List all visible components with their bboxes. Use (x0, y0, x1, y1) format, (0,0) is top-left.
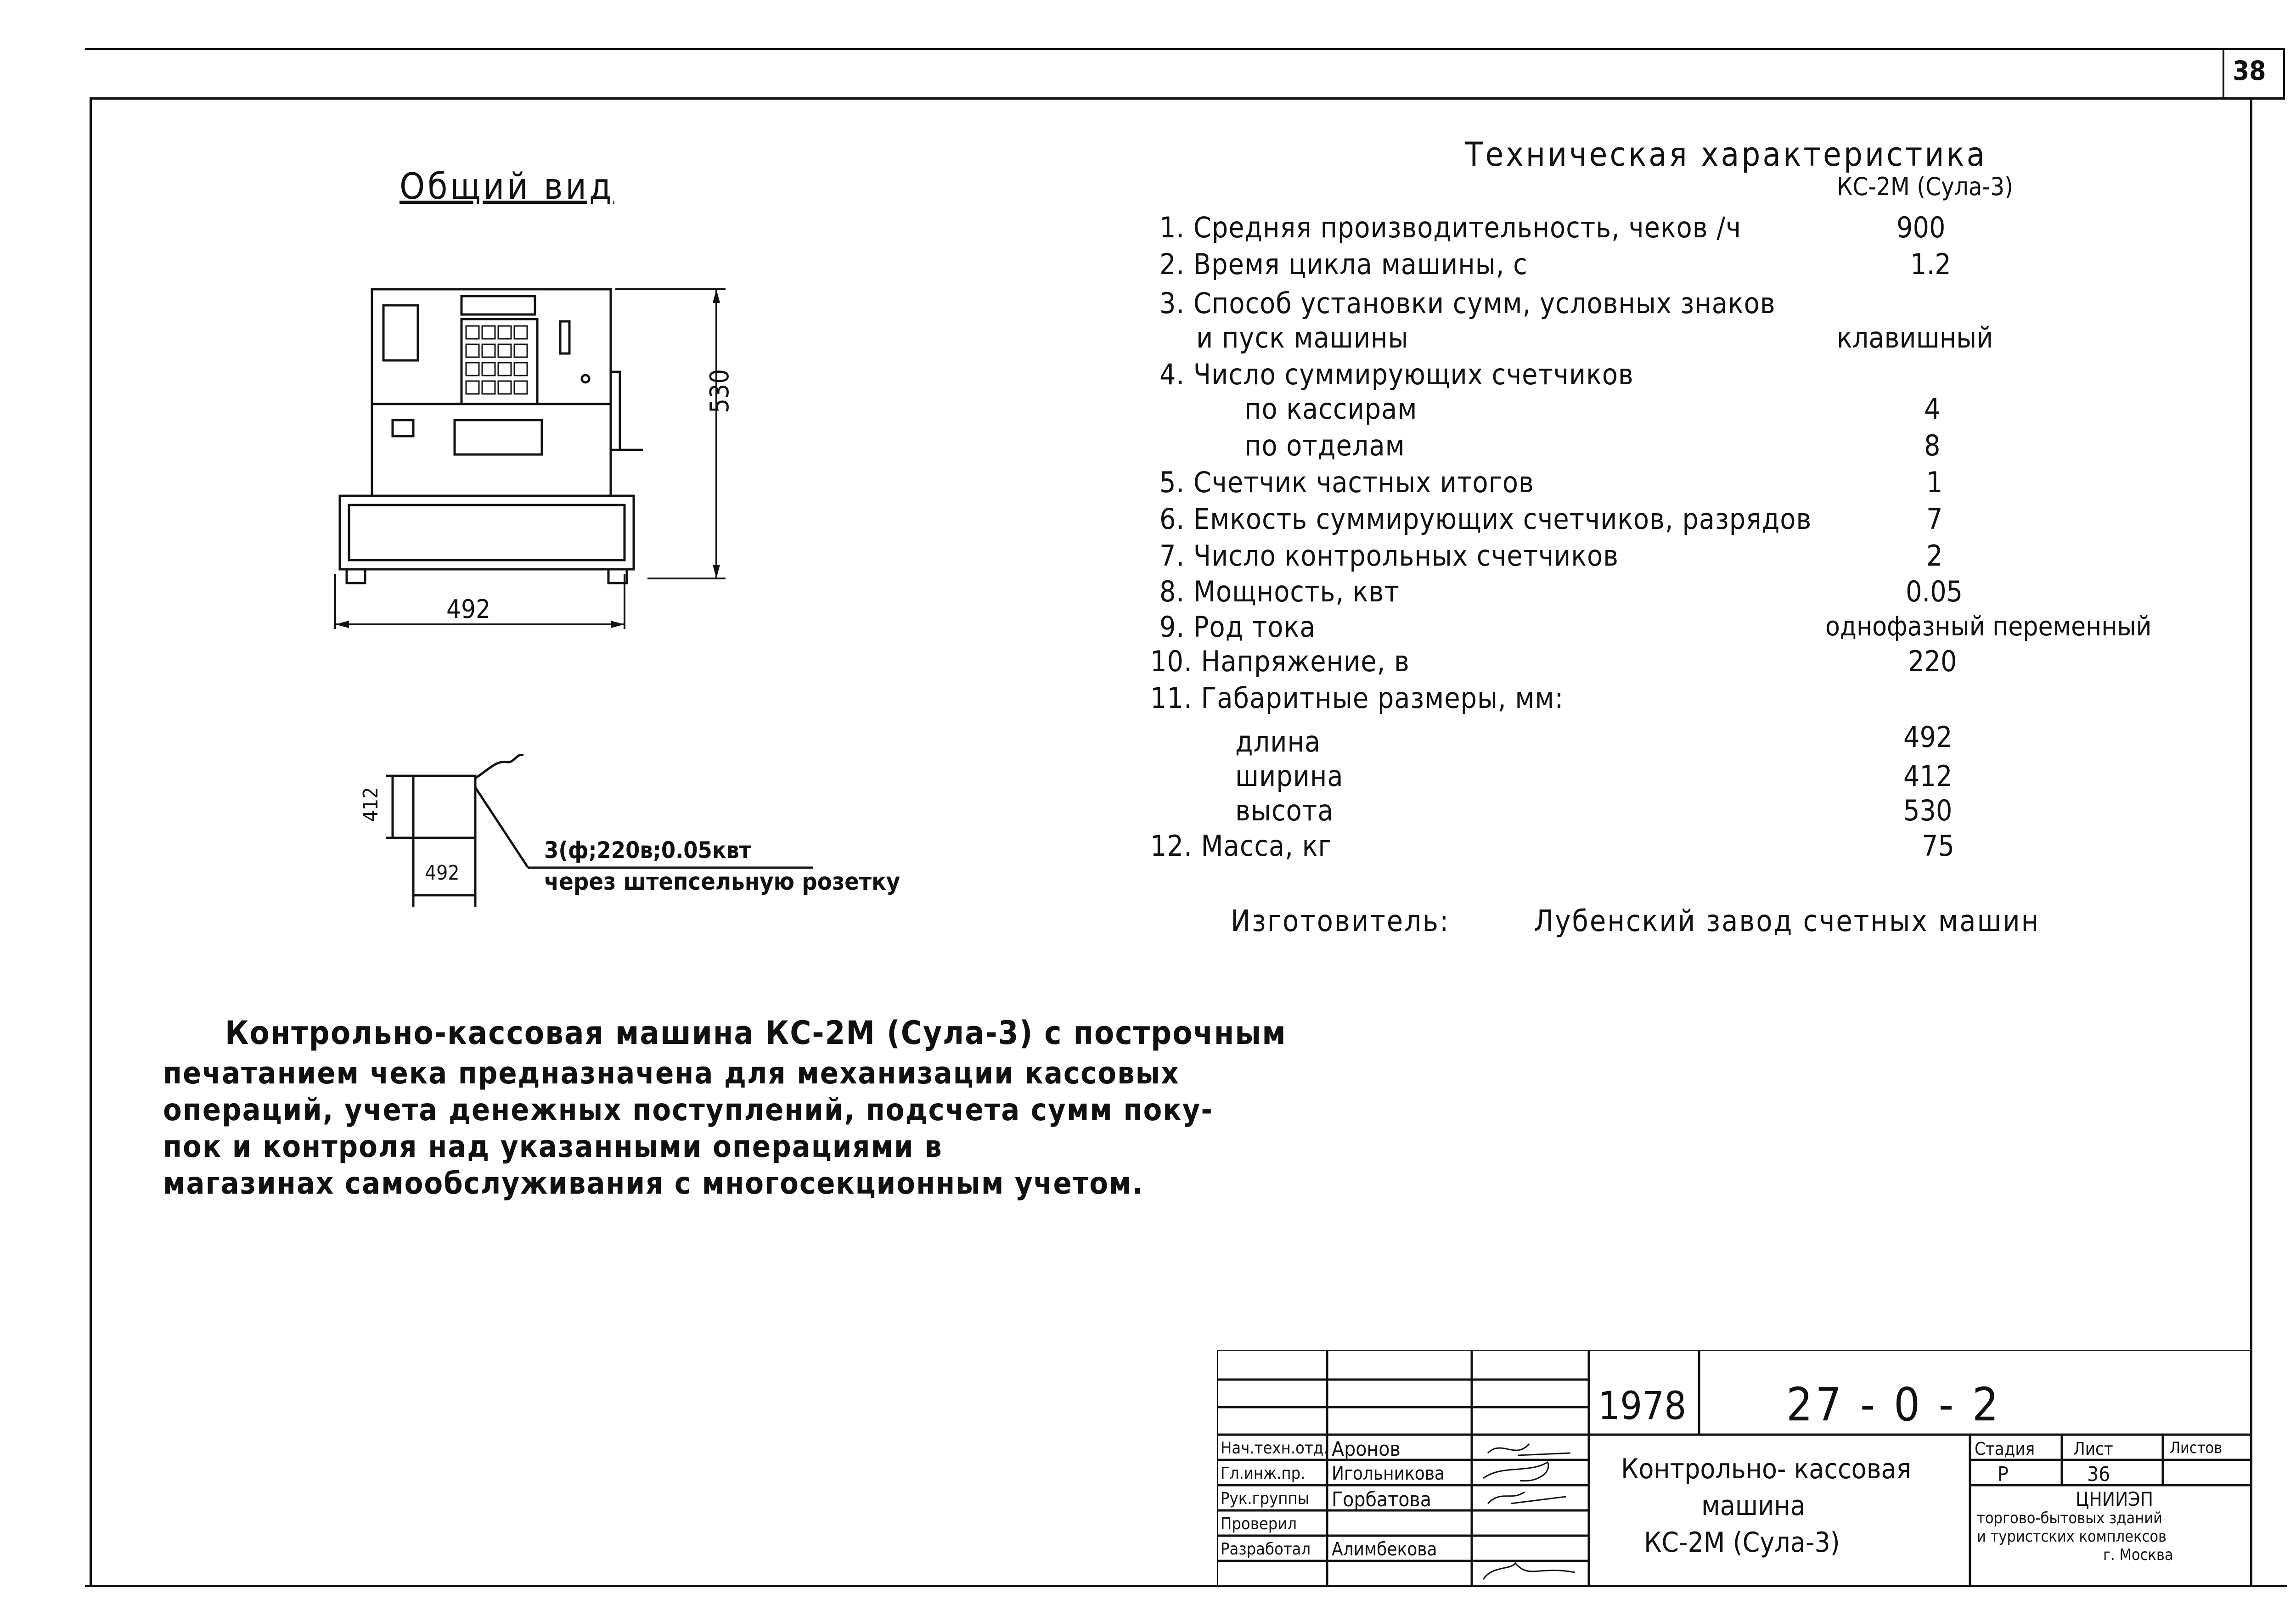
specs-title: Техническая характеристика (1465, 135, 1987, 174)
description-line-3: операций, учета денежных поступлений, подсчета сумм поку- (163, 1092, 1213, 1128)
spec-value-5: 1 (1926, 466, 1943, 499)
spec-label-4a: по кассирам (1244, 392, 1418, 426)
power-cord (475, 755, 523, 778)
description-line-5: магазинах самообслуживания с многосекционным учетом. (163, 1166, 1144, 1201)
spec-label-12: 12. Масса, кг (1150, 829, 1332, 863)
spec-label-3b: и пуск машины (1196, 321, 1409, 354)
spec-value-3: клавишный (1837, 321, 1993, 354)
dim-width: 492 (446, 595, 491, 624)
drawer-slot (455, 420, 542, 454)
tb-sheet-header: Лист (2073, 1439, 2113, 1459)
tb-name-2: Игольникова (1332, 1463, 1445, 1484)
tb-name-5: Алимбекова (1332, 1539, 1437, 1560)
spec-value-12: 75 (1922, 829, 1954, 863)
spec-value-4a: 4 (1924, 392, 1941, 426)
spec-value-6: 7 (1926, 502, 1943, 536)
frame-left (90, 97, 92, 1587)
plan-footprint (413, 776, 475, 838)
description-line-2: печатанием чека предназначена для механизации кассовых (163, 1055, 1180, 1091)
spec-value-10: 220 (1908, 645, 1957, 678)
spec-label-1: 1. Средняя производительность, чеков /ч (1159, 211, 1742, 244)
general-view-title: Общий вид (400, 166, 614, 208)
spec-label-8: 8. Мощность, квт (1159, 575, 1400, 608)
spec-value-4b: 8 (1924, 429, 1941, 462)
spec-label-11c: высота (1235, 794, 1334, 827)
machine-base (340, 496, 634, 569)
tb-role-4: Проверил (1221, 1515, 1297, 1533)
tb-name-1: Аронов (1332, 1437, 1401, 1461)
power-label: 3(ф;220в;0.05квт (544, 837, 751, 864)
spec-label-4: 4. Число суммирующих счетчиков (1159, 358, 1634, 391)
tb-org-3: и туристских комплексов (1977, 1527, 2167, 1546)
spec-label-11a: длина (1235, 725, 1321, 758)
tb-org-2: торгово-бытовых зданий (1977, 1509, 2162, 1527)
spec-label-2: 2. Время цикла машины, с (1159, 247, 1528, 281)
spec-label-9: 9. Род тока (1159, 610, 1316, 644)
specs-model: КС-2М (Сула-3) (1837, 172, 2014, 201)
spec-label-6: 6. Емкость суммирующих счетчиков, разрядов (1159, 502, 1812, 536)
spec-value-2: 1.2 (1910, 247, 1951, 281)
spec-label-4b: по отделам (1244, 429, 1405, 462)
dim-height: 530 (705, 369, 735, 413)
receipt-window (383, 305, 418, 360)
spec-value-11b: 412 (1903, 759, 1953, 793)
dim-plan-side: 412 (359, 787, 383, 822)
tb-role-2: Гл.инж.пр. (1221, 1464, 1306, 1483)
description-line-4: пок и контроля над указанными операциями в (163, 1129, 943, 1164)
tb-code: 27 - 0 - 2 (1786, 1378, 2002, 1431)
frame-top (90, 97, 2285, 100)
tb-org-1: ЦНИИЭП (2076, 1488, 2154, 1510)
side-key (560, 321, 569, 354)
dim-plan-bottom: 492 (425, 861, 460, 885)
keyboard-block (461, 319, 537, 404)
signature-2 (1483, 1462, 1548, 1481)
spec-label-11: 11. Габаритные размеры, мм: (1150, 681, 1564, 715)
top-border (85, 48, 2285, 50)
sheet-box-left (2223, 48, 2224, 100)
spec-label-10: 10. Напряжение, в (1150, 645, 1410, 678)
spec-label-3: 3. Способ установки сумм, условных знаков (1159, 286, 1776, 320)
tb-org-4: г. Москва (2103, 1546, 2173, 1564)
spec-label-7: 7. Число контрольных счетчиков (1159, 539, 1619, 572)
tb-sheet: 36 (2087, 1463, 2110, 1486)
sheet-box-right (2283, 48, 2285, 100)
tb-title-2: машина (1701, 1490, 1806, 1522)
tb-title-1: Контрольно- кассовая (1621, 1453, 1912, 1485)
spec-value-11a: 492 (1903, 720, 1953, 754)
tb-year: 1978 (1598, 1383, 1687, 1428)
tb-role-1: Нач.техн.отд. (1221, 1439, 1328, 1458)
socket-label: через штепсельную розетку (544, 868, 900, 896)
manufacturer-label: Изготовитель: (1231, 904, 1450, 938)
signature-5 (1483, 1563, 1575, 1579)
signature-3 (1488, 1492, 1566, 1504)
spec-label-5: 5. Счетчик частных итогов (1159, 466, 1534, 499)
spec-value-1: 900 (1896, 211, 1946, 244)
spec-value-8: 0.05 (1906, 575, 1963, 608)
spec-value-9: однофазный переменный (1825, 611, 2152, 642)
machine-drawing (321, 257, 781, 670)
machine-lower-body (372, 404, 611, 496)
counter-display (461, 296, 535, 314)
tb-stage-header: Стадия (1975, 1439, 2035, 1459)
spec-value-7: 2 (1926, 539, 1943, 572)
crank-handle (611, 372, 643, 450)
spec-label-11b: ширина (1235, 759, 1344, 793)
tb-title-3: КС-2М (Сула-3) (1644, 1526, 1840, 1559)
signature-1 (1488, 1444, 1570, 1455)
description-line-1: Контрольно-кассовая машина КС-2М (Сула-3) с построчным (225, 1014, 1287, 1052)
spec-value-11c: 530 (1903, 794, 1953, 827)
tb-role-5: Разработал (1221, 1540, 1311, 1559)
tb-name-3: Горбатова (1332, 1488, 1432, 1511)
tb-stage: Р (1998, 1463, 2009, 1486)
sheet-number: 38 (2233, 55, 2266, 86)
manufacturer-value: Лубенский завод счетных машин (1534, 904, 2040, 938)
tb-sheets-header: Листов (2170, 1439, 2223, 1457)
tb-role-3: Рук.группы (1221, 1489, 1310, 1508)
small-window (393, 420, 413, 436)
